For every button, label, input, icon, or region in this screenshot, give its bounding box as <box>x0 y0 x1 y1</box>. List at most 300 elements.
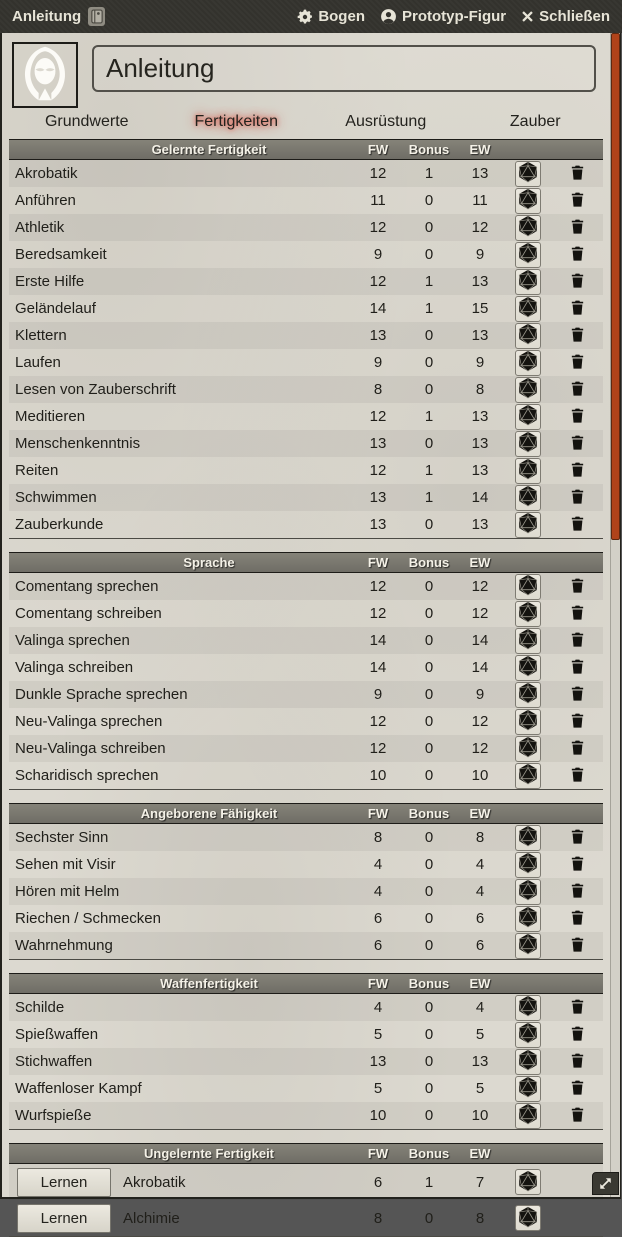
skill-row-riechen-schmecken <box>9 905 603 932</box>
column-header-bonus: Bonus <box>408 976 450 991</box>
delete-skill-button[interactable] <box>569 460 586 482</box>
roll-d20-button[interactable] <box>515 188 541 214</box>
skill-name: Comentang schreiben <box>15 605 162 622</box>
learn-button[interactable]: Lernen <box>17 1168 111 1197</box>
delete-skill-button[interactable] <box>569 1078 586 1100</box>
roll-d20-button[interactable] <box>515 512 541 538</box>
skill-ew-value: 5 <box>475 1080 485 1097</box>
skill-ew-value: 12 <box>471 219 489 236</box>
skill-name: Riechen / Schmecken <box>15 910 161 927</box>
skill-ew-value: 4 <box>475 856 485 873</box>
dice-cell <box>505 825 551 851</box>
skill-name-cell <box>9 632 353 649</box>
skill-name: Athletik <box>15 219 65 236</box>
skill-bonus-value: 0 <box>424 1080 434 1097</box>
delete-skill-button[interactable] <box>569 935 586 957</box>
actions-cell <box>551 487 603 509</box>
delete-skill-button[interactable] <box>569 217 586 239</box>
skill-name: Lesen von Zauberschrift <box>15 381 176 398</box>
d20-icon <box>517 161 539 186</box>
dice-cell <box>505 879 551 905</box>
column-header-bonus: Bonus <box>408 555 450 570</box>
section-title: Gelernte Fertigkeit <box>151 142 267 157</box>
character-name-input[interactable] <box>92 45 596 92</box>
skill-fw-value: 12 <box>369 273 387 290</box>
skill-bonus-value: 0 <box>424 632 434 649</box>
dice-cell <box>505 323 551 349</box>
roll-d20-button[interactable] <box>515 1205 541 1231</box>
roll-d20-button[interactable] <box>515 1076 541 1102</box>
roll-d20-button[interactable] <box>515 906 541 932</box>
table-ungelernte-fertigkeit <box>9 1143 603 1237</box>
skill-name-cell <box>9 605 353 622</box>
skill-name-cell <box>9 408 353 425</box>
window-title: Anleitung <box>12 8 82 25</box>
skill-bonus-value: 0 <box>424 354 434 371</box>
skill-ew-value: 7 <box>475 1173 485 1191</box>
skill-fw-value: 12 <box>369 578 387 595</box>
actions-cell <box>551 244 603 266</box>
scrollbar[interactable] <box>610 33 620 1197</box>
trash-icon <box>569 190 586 212</box>
skill-row-dunkle-sprache-sprechen <box>9 681 603 708</box>
skill-row-akrobatik <box>9 160 603 187</box>
skill-name: Waffenloser Kampf <box>15 1080 142 1097</box>
trash-icon <box>569 657 586 679</box>
delete-skill-button[interactable] <box>569 854 586 876</box>
delete-skill-button[interactable] <box>569 657 586 679</box>
delete-skill-button[interactable] <box>569 406 586 428</box>
skill-row-sechster-sinn <box>9 824 603 851</box>
skill-name: Spießwaffen <box>15 1026 99 1043</box>
skill-name-cell <box>9 686 353 703</box>
skill-bonus-value: 0 <box>424 246 434 263</box>
titlebar-action-label: Bogen <box>318 8 365 25</box>
dice-cell <box>505 377 551 403</box>
skill-bonus-value: 0 <box>424 327 434 344</box>
delete-skill-button[interactable] <box>569 1024 586 1046</box>
roll-d20-button[interactable] <box>515 879 541 905</box>
delete-skill-button[interactable] <box>569 827 586 849</box>
skill-name-cell <box>9 1080 353 1097</box>
dice-cell <box>505 215 551 241</box>
skill-row-wahrnehmung <box>9 932 603 959</box>
column-header-ew: EW <box>469 976 491 991</box>
titlebar-action-schliessen[interactable] <box>521 8 610 25</box>
delete-skill-button[interactable] <box>569 997 586 1019</box>
d20-icon <box>517 709 539 734</box>
roll-d20-button[interactable] <box>515 215 541 241</box>
trash-icon <box>569 406 586 428</box>
d20-icon <box>517 458 539 483</box>
trash-icon <box>569 379 586 401</box>
delete-skill-button[interactable] <box>569 881 586 903</box>
actions-cell <box>551 352 603 374</box>
table-body <box>9 573 603 789</box>
trash-icon <box>569 271 586 293</box>
actions-cell <box>551 325 603 347</box>
delete-skill-button[interactable] <box>569 487 586 509</box>
table-body <box>9 1164 603 1236</box>
column-header-bonus: Bonus <box>408 142 450 157</box>
delete-skill-button[interactable] <box>569 190 586 212</box>
hooded-figure-icon <box>16 44 74 107</box>
skill-bonus-value: 0 <box>424 1053 434 1070</box>
trash-icon <box>569 711 586 733</box>
skill-row-laufen <box>9 349 603 376</box>
roll-d20-button[interactable] <box>515 852 541 878</box>
d20-icon <box>517 323 539 348</box>
skill-fw-value: 12 <box>369 605 387 622</box>
skill-name: Sechster Sinn <box>15 829 109 846</box>
skill-bonus-value: 1 <box>424 462 434 479</box>
roll-d20-button[interactable] <box>515 242 541 268</box>
actions-cell <box>551 379 603 401</box>
skill-name: Meditieren <box>15 408 86 425</box>
roll-d20-button[interactable] <box>515 825 541 851</box>
skill-name-cell <box>9 327 353 344</box>
trash-icon <box>569 1051 586 1073</box>
delete-skill-button[interactable] <box>569 244 586 266</box>
skill-fw-value: 12 <box>369 713 387 730</box>
skill-bonus-value: 0 <box>424 740 434 757</box>
skill-name-cell <box>9 462 353 479</box>
titlebar-actions <box>297 8 610 25</box>
column-header-bonus: Bonus <box>408 1146 450 1161</box>
skill-fw-value: 14 <box>369 300 387 317</box>
delete-skill-button[interactable] <box>569 433 586 455</box>
skill-bonus-value: 0 <box>424 937 434 954</box>
skill-name-cell <box>9 435 353 452</box>
skill-ew-value: 13 <box>471 165 489 182</box>
actions-cell <box>551 433 603 455</box>
column-header-fw: FW <box>367 976 389 991</box>
tab-grundwerte[interactable]: Grundwerte <box>44 113 129 130</box>
skill-name: Geländelauf <box>15 300 96 317</box>
actions-cell <box>551 684 603 706</box>
skill-fw-value: 6 <box>373 910 383 927</box>
skill-name: Hören mit Helm <box>15 883 120 900</box>
skill-ew-value: 9 <box>475 354 485 371</box>
skill-name-cell <box>9 767 353 784</box>
trash-icon <box>569 935 586 957</box>
tab-fertigkeiten[interactable]: Fertigkeiten <box>194 113 279 130</box>
skill-bonus-value: 1 <box>424 1173 434 1191</box>
skill-name: Akrobatik <box>15 165 78 182</box>
skill-ew-value: 14 <box>471 659 489 676</box>
skill-fw-value: 5 <box>373 1026 383 1043</box>
learn-button[interactable]: Lernen <box>17 1204 111 1233</box>
actions-cell <box>551 765 603 787</box>
table-sprache <box>9 552 603 790</box>
roll-d20-button[interactable] <box>515 628 541 654</box>
roll-d20-button[interactable] <box>515 161 541 187</box>
dice-cell <box>505 269 551 295</box>
skill-name: Valinga schreiben <box>15 659 134 676</box>
dice-cell <box>505 1205 551 1231</box>
skill-ew-value: 13 <box>471 327 489 344</box>
skill-name-cell <box>9 856 353 873</box>
skill-name: Comentang sprechen <box>15 578 159 595</box>
skill-name-cell <box>9 489 353 506</box>
skill-name-cell <box>9 740 353 757</box>
d20-icon <box>517 1206 539 1231</box>
actions-cell <box>551 190 603 212</box>
roll-d20-button[interactable] <box>515 995 541 1021</box>
d20-icon <box>517 682 539 707</box>
column-header-ew: EW <box>469 555 491 570</box>
titlebar-action-figur[interactable] <box>380 8 506 25</box>
roll-d20-button[interactable] <box>515 601 541 627</box>
skill-name-cell <box>9 1053 353 1070</box>
skill-ew-value: 13 <box>471 1053 489 1070</box>
actions-cell <box>551 738 603 760</box>
d20-icon <box>517 242 539 267</box>
skill-bonus-value: 0 <box>424 192 434 209</box>
skill-ew-value: 14 <box>471 632 489 649</box>
roll-d20-button[interactable] <box>515 1169 541 1195</box>
actions-cell <box>551 854 603 876</box>
dice-cell <box>505 655 551 681</box>
trash-icon <box>569 352 586 374</box>
person-icon <box>380 8 397 25</box>
delete-skill-button[interactable] <box>569 908 586 930</box>
skill-bonus-value: 0 <box>424 1107 434 1124</box>
dice-cell <box>505 296 551 322</box>
skill-name-cell <box>9 937 353 954</box>
trash-icon <box>569 514 586 536</box>
skill-ew-value: 8 <box>475 829 485 846</box>
skill-bonus-value: 0 <box>424 999 434 1016</box>
column-header-ew: EW <box>469 142 491 157</box>
skill-ew-value: 10 <box>471 1107 489 1124</box>
delete-skill-button[interactable] <box>569 163 586 185</box>
roll-d20-button[interactable] <box>515 1022 541 1048</box>
section-title: Angeborene Fähigkeit <box>140 806 278 821</box>
actions-cell <box>551 406 603 428</box>
skill-name-cell <box>9 829 353 846</box>
skill-bonus-value: 0 <box>424 1026 434 1043</box>
character-header <box>2 33 620 108</box>
roll-d20-button[interactable] <box>515 404 541 430</box>
dice-cell <box>505 458 551 484</box>
roll-d20-button[interactable] <box>515 377 541 403</box>
skill-fw-value: 14 <box>369 632 387 649</box>
roll-d20-button[interactable] <box>515 709 541 735</box>
skill-name: Anführen <box>15 192 76 209</box>
trash-icon <box>569 881 586 903</box>
skill-name-cell <box>9 165 353 182</box>
skill-name: Erste Hilfe <box>15 273 85 290</box>
skill-row-schwimmen <box>9 484 603 511</box>
skill-row-schilde <box>9 994 603 1021</box>
section-title: Sprache <box>183 555 235 570</box>
d20-icon <box>517 763 539 788</box>
trash-icon <box>569 997 586 1019</box>
d20-icon <box>517 1049 539 1074</box>
skill-name: Klettern <box>15 327 67 344</box>
close-icon <box>521 10 534 23</box>
skill-bonus-value: 1 <box>424 165 434 182</box>
skill-name-cell <box>9 659 353 676</box>
roll-d20-button[interactable] <box>515 296 541 322</box>
d20-icon <box>517 655 539 680</box>
delete-skill-button[interactable] <box>569 684 586 706</box>
delete-skill-button[interactable] <box>569 603 586 625</box>
actions-cell <box>551 217 603 239</box>
dice-cell <box>505 431 551 457</box>
roll-d20-button[interactable] <box>515 736 541 762</box>
d20-icon <box>517 933 539 958</box>
dice-cell <box>505 1022 551 1048</box>
skill-row-valinga-sprechen <box>9 627 603 654</box>
delete-skill-button[interactable] <box>569 1105 586 1127</box>
skill-bonus-value: 0 <box>424 686 434 703</box>
skill-name-cell <box>9 1026 353 1043</box>
titlebar-action-label: Prototyp-Figur <box>401 8 507 25</box>
roll-d20-button[interactable] <box>515 1049 541 1075</box>
d20-icon <box>517 601 539 626</box>
skill-row-gel-ndelauf <box>9 295 603 322</box>
skill-fw-value: 9 <box>373 354 383 371</box>
d20-icon <box>517 1022 539 1047</box>
skill-ew-value: 15 <box>471 300 489 317</box>
roll-d20-button[interactable] <box>515 1103 541 1129</box>
column-header-fw: FW <box>367 142 389 157</box>
skill-fw-value: 14 <box>369 659 387 676</box>
d20-icon <box>517 628 539 653</box>
dice-cell <box>505 574 551 600</box>
skill-row-spie-waffen <box>9 1021 603 1048</box>
delete-skill-button[interactable] <box>569 298 586 320</box>
tab-bar <box>12 111 610 133</box>
trash-icon <box>569 325 586 347</box>
roll-d20-button[interactable] <box>515 485 541 511</box>
table-body <box>9 824 603 959</box>
actions-cell <box>551 576 603 598</box>
skill-row-neu-valinga-sprechen <box>9 708 603 735</box>
d20-icon <box>517 1076 539 1101</box>
skill-name: Laufen <box>15 354 61 371</box>
skill-name: Wurfspieße <box>15 1107 92 1124</box>
trash-icon <box>569 433 586 455</box>
skill-name-cell <box>9 1168 353 1197</box>
roll-d20-button[interactable] <box>515 574 541 600</box>
dice-cell <box>505 906 551 932</box>
roll-d20-button[interactable] <box>515 655 541 681</box>
roll-d20-button[interactable] <box>515 763 541 789</box>
tab-zauber[interactable]: Zauber <box>509 113 561 130</box>
skill-row-beredsamkeit <box>9 241 603 268</box>
actions-cell <box>551 908 603 930</box>
column-header-bonus: Bonus <box>408 806 450 821</box>
skill-name-cell <box>9 300 353 317</box>
actions-cell <box>551 1051 603 1073</box>
dice-cell <box>505 1076 551 1102</box>
skill-ew-value: 6 <box>475 937 485 954</box>
roll-d20-button[interactable] <box>515 323 541 349</box>
skill-row-meditieren <box>9 403 603 430</box>
skill-name-cell <box>9 1107 353 1124</box>
roll-d20-button[interactable] <box>515 682 541 708</box>
section-title: Waffenfertigkeit <box>160 976 258 991</box>
delete-skill-button[interactable] <box>569 271 586 293</box>
table-gelernte-fertigkeit <box>9 139 603 539</box>
scrollbar-thumb[interactable] <box>611 33 620 540</box>
actions-cell <box>551 460 603 482</box>
skill-row-comentang-schreiben <box>9 600 603 627</box>
delete-skill-button[interactable] <box>569 514 586 536</box>
skill-name-cell <box>9 883 353 900</box>
skill-row-neu-valinga-schreiben <box>9 735 603 762</box>
skill-fw-value: 6 <box>373 1173 383 1191</box>
skill-bonus-value: 0 <box>424 1209 434 1227</box>
roll-d20-button[interactable] <box>515 431 541 457</box>
delete-skill-button[interactable] <box>569 352 586 374</box>
skill-name-cell <box>9 516 353 533</box>
skill-ew-value: 13 <box>471 462 489 479</box>
dice-cell <box>505 763 551 789</box>
dice-cell <box>505 933 551 959</box>
delete-skill-button[interactable] <box>569 379 586 401</box>
roll-d20-button[interactable] <box>515 933 541 959</box>
skill-fw-value: 13 <box>369 327 387 344</box>
roll-d20-button[interactable] <box>515 350 541 376</box>
trash-icon <box>569 765 586 787</box>
skill-name: Beredsamkeit <box>15 246 107 263</box>
skill-ew-value: 12 <box>471 713 489 730</box>
gear-icon <box>297 9 313 25</box>
delete-skill-button[interactable] <box>569 738 586 760</box>
delete-skill-button[interactable] <box>569 765 586 787</box>
d20-icon <box>517 188 539 213</box>
delete-skill-button[interactable] <box>569 711 586 733</box>
delete-skill-button[interactable] <box>569 1051 586 1073</box>
avatar[interactable] <box>12 42 78 108</box>
skill-fw-value: 11 <box>370 192 386 209</box>
skill-ew-value: 11 <box>472 192 488 209</box>
skill-fw-value: 12 <box>369 219 387 236</box>
skill-ew-value: 4 <box>475 999 485 1016</box>
skill-bonus-value: 0 <box>424 605 434 622</box>
skill-fw-value: 9 <box>373 246 383 263</box>
skill-ew-value: 8 <box>475 1209 485 1227</box>
delete-skill-button[interactable] <box>569 630 586 652</box>
skill-bonus-value: 0 <box>424 829 434 846</box>
skill-ew-value: 12 <box>471 740 489 757</box>
actions-cell <box>551 1105 603 1127</box>
dice-cell <box>505 601 551 627</box>
delete-skill-button[interactable] <box>569 325 586 347</box>
trash-icon <box>569 460 586 482</box>
skill-bonus-value: 0 <box>424 219 434 236</box>
dice-cell <box>505 709 551 735</box>
roll-d20-button[interactable] <box>515 458 541 484</box>
actions-cell <box>551 163 603 185</box>
skill-bonus-value: 1 <box>424 300 434 317</box>
table-header <box>9 1143 603 1164</box>
delete-skill-button[interactable] <box>569 576 586 598</box>
trash-icon <box>569 854 586 876</box>
skill-name-cell <box>9 578 353 595</box>
resize-handle-icon[interactable] <box>592 1172 619 1195</box>
skill-row-scharidisch-sprechen <box>9 762 603 789</box>
roll-d20-button[interactable] <box>515 269 541 295</box>
d20-icon <box>517 852 539 877</box>
titlebar-action-bogen[interactable] <box>297 8 365 25</box>
tab-ausruestung[interactable]: Ausrüstung <box>345 113 427 130</box>
skill-row-reiten <box>9 457 603 484</box>
